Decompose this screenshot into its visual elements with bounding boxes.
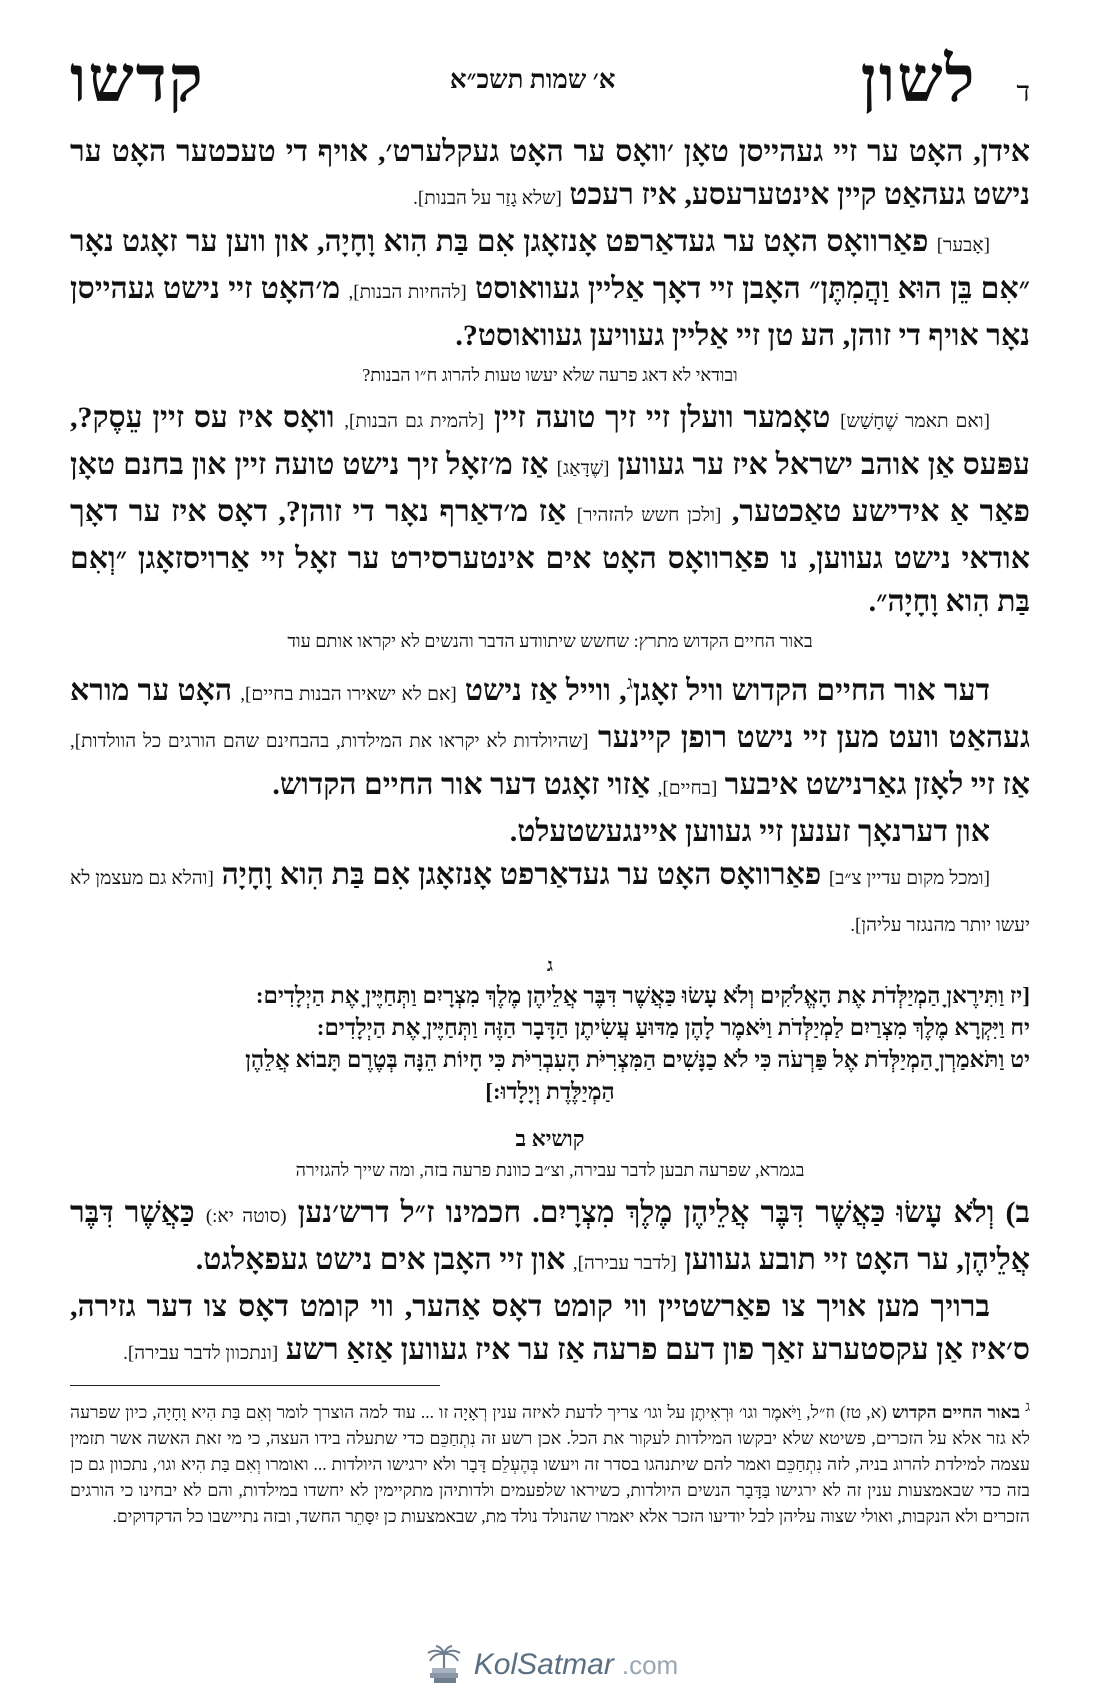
p2-text-2: מ׳האָט זיי נישט געהייסן נאָר אויף די זוהן, הע טן זיי אַליין געוויען געוואוסט?.	[70, 272, 1030, 352]
p7-text-1: ב) וְלֹא עָשׂוּ כַּאֲשֶׁר דִּבֶּר אֲלֵיהֶן מֶלֶךְ מִצְרָיִם. חכמינו ז״ל דרש׳נען	[297, 1196, 1031, 1229]
paragraph-4	[70, 662, 1030, 810]
footnote-ref[interactable]: ג	[626, 673, 633, 694]
paragraph-7	[70, 1191, 1030, 1285]
verses-block	[70, 980, 1030, 1108]
p4-text-2: האָט ער מורא געהאַט וועט מען זיי נישט רופן קיינער	[70, 674, 1030, 754]
p6-note-2: [והלא גם מעצמן לא יעשו יותר מהנגזר עליהן].	[70, 868, 1030, 936]
verse-line-4: הַמְיַלֶּדֶת וְיָלָדוּ:]	[485, 1079, 615, 1104]
page-header	[70, 40, 1030, 120]
footnote	[70, 1394, 1030, 1529]
header-right	[861, 43, 1030, 117]
p3-text-2: וואָס איז עס זיין עֵסֶק?, עפּעס אַן אוהב ישראל איז ער געווען	[70, 401, 1030, 481]
kushya-subtitle: בגמרא, שפרעה תבען לדבר עבירה, וצ״ב כוונת פרעה בזה, ומה שייך להגזירה	[295, 1160, 805, 1180]
p8-text-1: ברויך מען אויך צו פאַרשטיין ווי קומט דאָס אַהער, ווי קומט דאָס צו דער גזירה, ס׳איז אַן עקסטערע זאַך פון דעם פרעה אַז ער איז געווען אַזאַ רשע	[70, 1290, 1030, 1366]
p1-note: [שלא גָזַר על הבנות].	[413, 188, 562, 209]
footnote-source: באור החיים הקדוש	[892, 1401, 1021, 1422]
p3-note-2: [להמית גם הבנות],	[344, 411, 485, 432]
p4-note-3: [בחיים],	[657, 778, 718, 799]
p7-text-3: און זיי האָבן אים נישט געפאָלגט.	[195, 1243, 566, 1276]
p2-text-1: פאַרוואָס האָט ער געדאַרפט אָנזאָגן אִם בַּת הִוא וָחָיָה, און ווען ער זאָגט נאָר ״אִם בֵּן הוּא וַהֲמִתֶּן״ האָבן זיי דאָך אַליין געוואוסט	[70, 225, 1030, 305]
p2-note-2: [להחיות הבנות],	[348, 282, 467, 303]
page-number: ד	[1016, 77, 1030, 108]
verse-line-1: [יז וַתִּירֶאןָ הַמְיַלְּדֹת אֶת הָאֱלֹקִים וְלֹא עָשׂוּ כַּאֲשֶׁר דִּבֶּר אֲלֵיהֶן מֶלֶךְ מִצְרָיִם וַתְּחַיֶּיןָ אֶת הַיְלָדִים:	[255, 983, 1030, 1008]
p4-text-3: אַז זיי לאָזן גאַרנישט איבער	[724, 768, 1030, 801]
paragraph-2	[70, 220, 1030, 357]
p7-note-2: [לדבר עבירה],	[572, 1253, 677, 1274]
p3-note-1: [ואם תאמר שֶׁחָשַׁש]	[840, 411, 991, 432]
verse-line-3: יט וַתֹּאמַרְןָ הַמְיַלְּדֹת אֶל פַּרְעֹה כִּי לֹא כַנָּשִׁים הַמִּצְרִיֹּת הָעִבְרִיֹּת כִּי חָיוֹת הֵנָּה בְּטֶרֶם תָּבוֹא אֲלֵהֶן	[245, 1047, 1030, 1072]
footnote-ref-cite: (א, טז)	[839, 1401, 887, 1422]
p1-text: אידן, האָט ער זיי געהייסן טאָן ׳וואָס ער האָט געקלערט׳, אויף די טעכטער האָט ער נישט געהאַט קיין אינטערעסע, איז רעכט	[70, 135, 1030, 211]
p4-text-4: אַזוי זאָגט דער אור החיים הקדוש.	[272, 768, 651, 801]
paragraph-5: און דערנאָך זענען זיי געווען איינגעשטעלט.	[509, 815, 990, 848]
p4-text-1: דער אור החיים הקדוש וויל זאָגן	[632, 674, 990, 707]
header-subtitle: א׳ שמות תשכ״א	[449, 65, 616, 94]
p7-note-1: (סוטה יא:)	[205, 1206, 287, 1227]
p3-note-3: [שֶׁדָּאַג]	[556, 458, 610, 479]
p3-text-1: טאָמער וועלן זיי זיך טועה זיין	[493, 401, 831, 434]
logo-tld: .com	[621, 1649, 679, 1680]
paragraph-1	[70, 130, 1030, 220]
p4-text-1b: , ווייל אַז נישט	[464, 674, 627, 707]
palm-books-icon	[422, 1645, 466, 1685]
caption-2: באור החיים הקדוש מתרץ: שחשש שיתוודע הדבר והנשים לא יקראו אותם עוד	[287, 631, 813, 651]
paragraph-6	[70, 853, 1030, 947]
kushya-title: קושיא ב	[515, 1126, 585, 1151]
title-left: קדשו	[70, 44, 205, 115]
p7-text-2: כַּאֲשֶׁר דִּבֶּר אֲלֵיהֶן, ער האָט זיי תובע געווען	[70, 1196, 1030, 1276]
p6-note-1: [ומכל מקום עדיין צ״ב]	[828, 868, 990, 889]
site-logo[interactable]	[0, 1645, 1100, 1685]
p2-note-1: [אָבער]	[936, 235, 991, 256]
p4-note-2: [שהיולדות לא יקראו את המילדות, בהבחינם שהם הורגים כל הוולדות],	[70, 731, 589, 752]
p4-note-1: [אם לא ישאירו הבנות בחיים],	[240, 684, 457, 705]
logo-brand: KolSatmar	[473, 1648, 614, 1681]
verse-line-2: יח וַיִּקְרָא מֶלֶךְ מִצְרַיִם לַמְיַלְּדֹת וַיֹּאמֶר לָהֶן מַדּוּעַ עֲשִׂיתֶן הַדָּבָר הַזֶּה וַתְּחַיֶּיןָ אֶת הַיְלָדִים:	[316, 1015, 1030, 1040]
section-marker: ג	[547, 955, 553, 976]
caption-1: ובודאי לא דאג פרעה שלא יעשו טעות להרוג ח״ו הבנות?	[362, 365, 738, 385]
p3-text-4: אַז מ׳דאַרף נאָר די זוהן?, דאָס איז ער דאָך אודאי נישט געווען, נו פאַרוואָס האָט אים אינטערסירט ער זאָל זיי אַרויסזאָגן ״וְאִם בַּת הִוא וָחָיָה״.	[70, 495, 1030, 618]
p6-text-1: פאַרוואָס האָט ער געדאַרפט אָנזאָגן אִם בַּת הִוא וָחָיָה	[221, 858, 822, 891]
paragraph-3	[70, 396, 1030, 623]
footnote-text: וז״ל, וַיֹּאמֶר וגו׳ וּרְאִיתֶן על וגו׳ צריך לדעת לאיזה ענין רְאָיָה זו ... עוד למה הוצרך לומר וְאִם בַּת הִיא וָחָיָה, כיון שפרעה לא גזר אלא על הזכרים, פשיטא שלא יבקשו המילדות לעקור את הכל. אכן רשע זה נִתְחַכֵּם כדי שתעלה בידו העצה, כי מי זאת האשה אשר תזמין עצמה למילדת להרוג בניה, לזה נִתְחַכֵּם ואמר להם שיתנהגו בסדר זה ויעשו בְּהֶעְלֵם דָּבָר ולא ירגישו היולדות ... ואומרו וְאִם בַּת הִיא וגו׳, נתכוון גם כן בזה כדי שבאמצעות ענין זה לא ירגישו בַּדָּבָר הנשים היולדות, כשיראו שלפעמים ולדותיהן מתקיימין לא יחשדו במילדות, והם לא יבחינו כי הורגים הזכרים ולא הנקבות, ואולי שצוה עליהן לבל יודיעו הזכר אלא יאמרו שהנולד נולד מת, שבאמצעות כן יִסָּתֵר החשד, ובזה נתיישבו כל הדקדוקים.	[70, 1401, 1030, 1526]
paragraph-8	[70, 1285, 1030, 1375]
p3-note-4: [ולכן חשש להזהיר]	[576, 505, 722, 526]
title-right: לשון	[860, 44, 977, 115]
p8-note-1: [ונתכוון לדבר עבירה].	[123, 1343, 279, 1364]
footnote-divider	[70, 1385, 440, 1386]
footnote-marker: ג	[1025, 1399, 1030, 1415]
p3-text-3: אַז מ׳זאָל זיך נישט טועה זיין און בחנם טאָן פאַר אַ אידישע טאַכטער,	[70, 448, 1031, 528]
